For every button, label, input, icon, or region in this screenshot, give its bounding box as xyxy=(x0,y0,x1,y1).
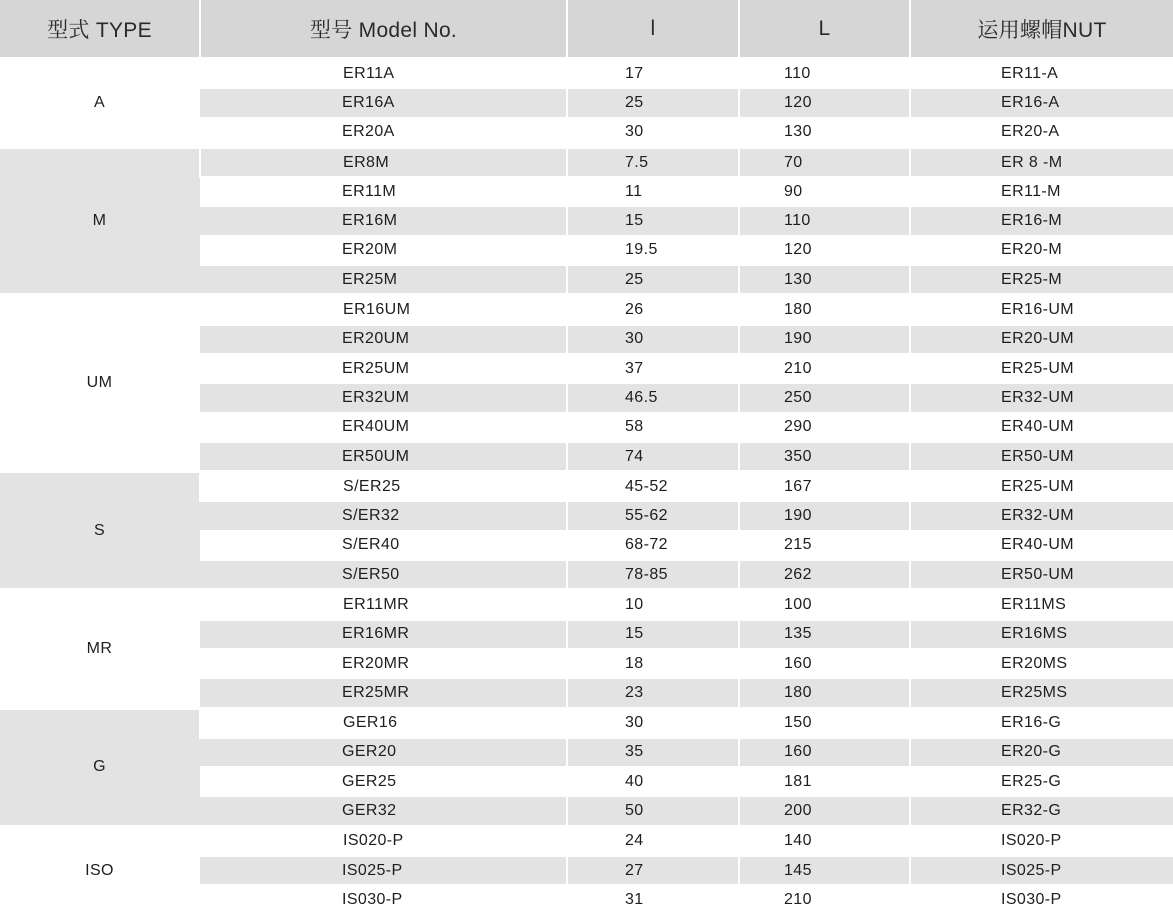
l-small-cell: 30 xyxy=(567,708,739,738)
model-no-cell: IS030-P xyxy=(200,885,567,913)
l-big-cell: 200 xyxy=(739,796,910,826)
nut-cell: ER20-M xyxy=(910,236,1173,265)
l-small-cell: 17 xyxy=(567,59,739,89)
l-big-cell: 290 xyxy=(739,413,910,442)
nut-cell: ER16-G xyxy=(910,708,1173,738)
l-big-cell: 70 xyxy=(739,147,910,177)
table-row xyxy=(0,472,1173,502)
nut-cell: ER20MS xyxy=(910,649,1173,678)
model-no-cell: S/ER40 xyxy=(200,531,567,560)
model-no-cell: S/ER25 xyxy=(200,472,567,502)
nut-cell: IS025-P xyxy=(910,856,1173,885)
nut-cell: ER25MS xyxy=(910,678,1173,708)
type-cell: S xyxy=(0,472,200,590)
nut-cell: ER32-UM xyxy=(910,383,1173,412)
l-big-cell: 180 xyxy=(739,295,910,325)
nut-cell: ER16MS xyxy=(910,620,1173,649)
l-small-cell: 45-52 xyxy=(567,472,739,502)
table-row xyxy=(0,590,1173,620)
l-big-cell: 181 xyxy=(739,767,910,796)
l-big-cell: 160 xyxy=(739,738,910,767)
nut-cell: IS030-P xyxy=(910,885,1173,913)
model-no-cell: ER16UM xyxy=(200,295,567,325)
table-header xyxy=(0,0,1173,59)
type-cell: ISO xyxy=(0,826,200,913)
l-small-cell: 50 xyxy=(567,796,739,826)
l-big-cell: 150 xyxy=(739,708,910,738)
l-big-cell: 215 xyxy=(739,531,910,560)
model-no-cell: ER11MR xyxy=(200,590,567,620)
l-small-cell: 15 xyxy=(567,620,739,649)
model-no-cell: ER20A xyxy=(200,118,567,148)
l-big-cell: 350 xyxy=(739,442,910,472)
l-small-cell: 23 xyxy=(567,678,739,708)
nut-cell: ER32-G xyxy=(910,796,1173,826)
table-body xyxy=(0,59,1173,914)
nut-cell: ER20-G xyxy=(910,738,1173,767)
model-no-cell: S/ER50 xyxy=(200,560,567,590)
model-no-cell: IS025-P xyxy=(200,856,567,885)
table-row xyxy=(0,826,1173,856)
model-no-cell: ER20UM xyxy=(200,325,567,354)
l-big-cell: 100 xyxy=(739,590,910,620)
l-big-cell: 190 xyxy=(739,501,910,530)
l-small-cell: 40 xyxy=(567,767,739,796)
l-small-cell: 25 xyxy=(567,265,739,295)
l-small-cell: 24 xyxy=(567,826,739,856)
type-cell: UM xyxy=(0,295,200,472)
nut-cell: ER25-UM xyxy=(910,472,1173,502)
nut-cell: ER16-M xyxy=(910,206,1173,235)
header-model: 型号 Model No. xyxy=(200,0,567,59)
l-big-cell: 180 xyxy=(739,678,910,708)
l-big-cell: 167 xyxy=(739,472,910,502)
l-small-cell: 46.5 xyxy=(567,383,739,412)
l-small-cell: 11 xyxy=(567,177,739,206)
model-no-cell: ER20M xyxy=(200,236,567,265)
nut-cell: ER50-UM xyxy=(910,442,1173,472)
model-no-cell: ER25UM xyxy=(200,354,567,383)
l-small-cell: 68-72 xyxy=(567,531,739,560)
model-no-cell: IS020-P xyxy=(200,826,567,856)
nut-cell: ER11-A xyxy=(910,59,1173,89)
model-no-cell: GER16 xyxy=(200,708,567,738)
l-small-cell: 37 xyxy=(567,354,739,383)
nut-cell: ER20-UM xyxy=(910,325,1173,354)
table-row xyxy=(0,708,1173,738)
model-no-cell: GER25 xyxy=(200,767,567,796)
nut-cell: ER40-UM xyxy=(910,531,1173,560)
l-small-cell: 7.5 xyxy=(567,147,739,177)
table-row xyxy=(0,295,1173,325)
nut-cell: ER32-UM xyxy=(910,501,1173,530)
type-cell: G xyxy=(0,708,200,826)
l-small-cell: 31 xyxy=(567,885,739,913)
table-row xyxy=(0,147,1173,177)
header-nut: 运用螺帽NUT xyxy=(910,0,1173,59)
nut-cell: ER25-M xyxy=(910,265,1173,295)
l-small-cell: 55-62 xyxy=(567,501,739,530)
nut-cell: IS020-P xyxy=(910,826,1173,856)
l-big-cell: 210 xyxy=(739,885,910,913)
model-no-cell: ER11A xyxy=(200,59,567,89)
nut-cell: ER40-UM xyxy=(910,413,1173,442)
nut-cell: ER16-UM xyxy=(910,295,1173,325)
l-big-cell: 210 xyxy=(739,354,910,383)
nut-cell: ER 8 -M xyxy=(910,147,1173,177)
l-small-cell: 78-85 xyxy=(567,560,739,590)
table-row xyxy=(0,59,1173,89)
header-type: 型式 TYPE xyxy=(0,0,200,59)
model-no-cell: ER40UM xyxy=(200,413,567,442)
l-big-cell: 140 xyxy=(739,826,910,856)
nut-cell: ER11-M xyxy=(910,177,1173,206)
l-big-cell: 135 xyxy=(739,620,910,649)
type-cell: A xyxy=(0,59,200,148)
nut-cell: ER50-UM xyxy=(910,560,1173,590)
model-no-cell: ER20MR xyxy=(200,649,567,678)
l-big-cell: 130 xyxy=(739,118,910,148)
l-small-cell: 30 xyxy=(567,325,739,354)
l-small-cell: 27 xyxy=(567,856,739,885)
l-big-cell: 130 xyxy=(739,265,910,295)
model-no-cell: GER20 xyxy=(200,738,567,767)
l-big-cell: 160 xyxy=(739,649,910,678)
model-no-cell: ER16M xyxy=(200,206,567,235)
l-small-cell: 10 xyxy=(567,590,739,620)
model-no-cell: ER25M xyxy=(200,265,567,295)
model-no-cell: ER25MR xyxy=(200,678,567,708)
l-small-cell: 35 xyxy=(567,738,739,767)
l-big-cell: 145 xyxy=(739,856,910,885)
l-big-cell: 90 xyxy=(739,177,910,206)
nut-cell: ER16-A xyxy=(910,88,1173,117)
model-no-cell: S/ER32 xyxy=(200,501,567,530)
l-small-cell: 18 xyxy=(567,649,739,678)
model-no-cell: ER11M xyxy=(200,177,567,206)
l-small-cell: 26 xyxy=(567,295,739,325)
model-no-cell: GER32 xyxy=(200,796,567,826)
nut-cell: ER25-UM xyxy=(910,354,1173,383)
l-big-cell: 120 xyxy=(739,236,910,265)
model-no-cell: ER16A xyxy=(200,88,567,117)
l-big-cell: 250 xyxy=(739,383,910,412)
l-small-cell: 30 xyxy=(567,118,739,148)
l-small-cell: 15 xyxy=(567,206,739,235)
l-big-cell: 190 xyxy=(739,325,910,354)
l-big-cell: 262 xyxy=(739,560,910,590)
l-big-cell: 120 xyxy=(739,88,910,117)
model-no-cell: ER16MR xyxy=(200,620,567,649)
header-row xyxy=(0,0,1173,59)
l-big-cell: 110 xyxy=(739,59,910,89)
l-small-cell: 58 xyxy=(567,413,739,442)
nut-cell: ER11MS xyxy=(910,590,1173,620)
l-small-cell: 19.5 xyxy=(567,236,739,265)
l-small-cell: 74 xyxy=(567,442,739,472)
nut-cell: ER20-A xyxy=(910,118,1173,148)
type-cell: M xyxy=(0,147,200,294)
nut-cell: ER25-G xyxy=(910,767,1173,796)
l-small-cell: 25 xyxy=(567,88,739,117)
model-no-cell: ER32UM xyxy=(200,383,567,412)
model-no-cell: ER50UM xyxy=(200,442,567,472)
type-cell: MR xyxy=(0,590,200,708)
l-big-cell: 110 xyxy=(739,206,910,235)
model-no-cell: ER8M xyxy=(200,147,567,177)
header-l-small: l xyxy=(567,0,739,59)
header-l-big: L xyxy=(739,0,910,59)
